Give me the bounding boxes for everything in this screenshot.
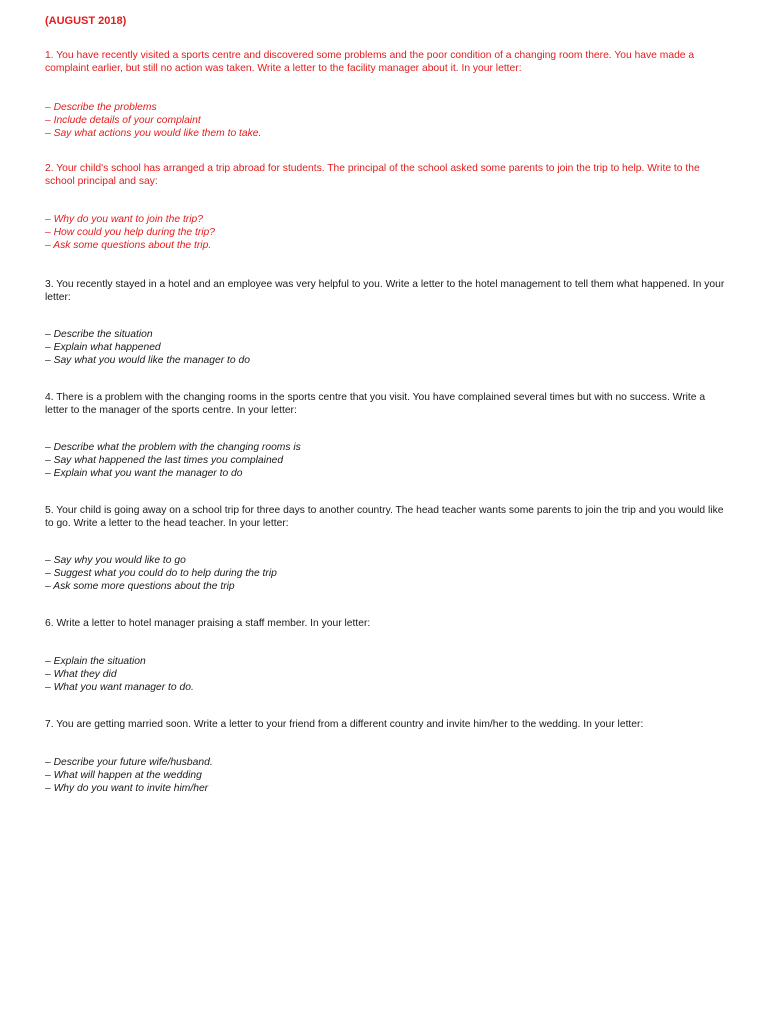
document-page <box>45 14 725 795</box>
task-6-bullets <box>45 655 725 694</box>
task-3-bullet-2: – Explain what happened <box>45 342 161 353</box>
task-6-bullet-1: – Explain the situation <box>45 656 146 667</box>
task-7-bullet-3: – Why do you want to invite him/her <box>45 783 209 794</box>
task-4-bullet-1: – Describe what the problem with the changing rooms is <box>45 442 301 453</box>
task-4-bullet-2: – Say what happened the last times you complained <box>45 455 284 466</box>
task-2-bullet-3: – Ask some questions about the trip. <box>45 240 212 251</box>
task-6-bullet-2: – What they did <box>45 669 117 680</box>
task-5-bullet-3: – Ask some more questions about the trip <box>45 581 235 592</box>
task-5-prompt: 5. Your child is going away on a school trip for three days to another country. The head teacher wants some parents to join the trip and you would like to go. Write a letter to the head teacher. In your letter: <box>45 505 724 529</box>
task-3-bullet-1: – Describe the situation <box>45 329 153 340</box>
task-5 <box>45 504 725 593</box>
task-5-bullets <box>45 554 725 593</box>
task-2-bullets <box>45 213 725 252</box>
task-6 <box>45 617 725 694</box>
task-4-bullets <box>45 441 725 480</box>
task-3-prompt: 3. You recently stayed in a hotel and an employee was very helpful to you. Write a letter to the hotel management to tell them what happened. In your letter: <box>45 279 725 303</box>
task-7 <box>45 718 725 795</box>
task-7-bullet-2: – What will happen at the wedding <box>45 770 202 781</box>
task-2-prompt: 2. Your child's school has arranged a trip abroad for students. The principal of the school asked some parents to join the trip to help. Write to the school principal and say: <box>45 163 700 187</box>
task-4-prompt: 4. There is a problem with the changing rooms in the sports centre that you visit. You have complained several times but with no success. Write a letter to the manager of the sports centre. In your letter: <box>45 392 706 416</box>
task-2 <box>45 162 725 252</box>
task-3-bullet-3: – Say what you would like the manager to do <box>45 355 250 366</box>
task-1-prompt: 1. You have recently visited a sports centre and discovered some problems and the poor condition of a changing room there. You have made a complaint earlier, but still no action was taken. Write a letter to the facility manager about it. In your letter: <box>45 50 695 74</box>
task-2-bullet-1: – Why do you want to join the trip? <box>45 214 203 225</box>
task-2-bullet-2: – How could you help during the trip? <box>45 227 216 238</box>
task-7-bullet-1: – Describe your future wife/husband. <box>45 757 213 768</box>
task-3-bullets <box>45 328 725 367</box>
task-6-bullet-3: – What you want manager to do. <box>45 682 194 693</box>
task-4 <box>45 391 725 480</box>
task-1-bullet-3: – Say what actions you would like them to take. <box>45 128 262 139</box>
task-1-bullet-2: – Include details of your complaint <box>45 115 201 126</box>
task-1-bullet-1: – Describe the problems <box>45 102 157 113</box>
task-5-bullet-2: – Suggest what you could do to help during the trip <box>45 568 277 579</box>
task-7-prompt: 7. You are getting married soon. Write a letter to your friend from a different country and invite him/her to the wedding. In your letter: <box>45 719 644 730</box>
task-5-bullet-1: – Say why you would like to go <box>45 555 186 566</box>
document-heading: (AUGUST 2018) <box>45 15 127 27</box>
task-1-bullets <box>45 101 725 140</box>
task-1 <box>45 49 725 140</box>
task-4-bullet-3: – Explain what you want the manager to do <box>45 468 243 479</box>
task-7-bullets <box>45 756 725 795</box>
task-6-prompt: 6. Write a letter to hotel manager praising a staff member. In your letter: <box>45 618 371 629</box>
task-3 <box>45 278 725 367</box>
